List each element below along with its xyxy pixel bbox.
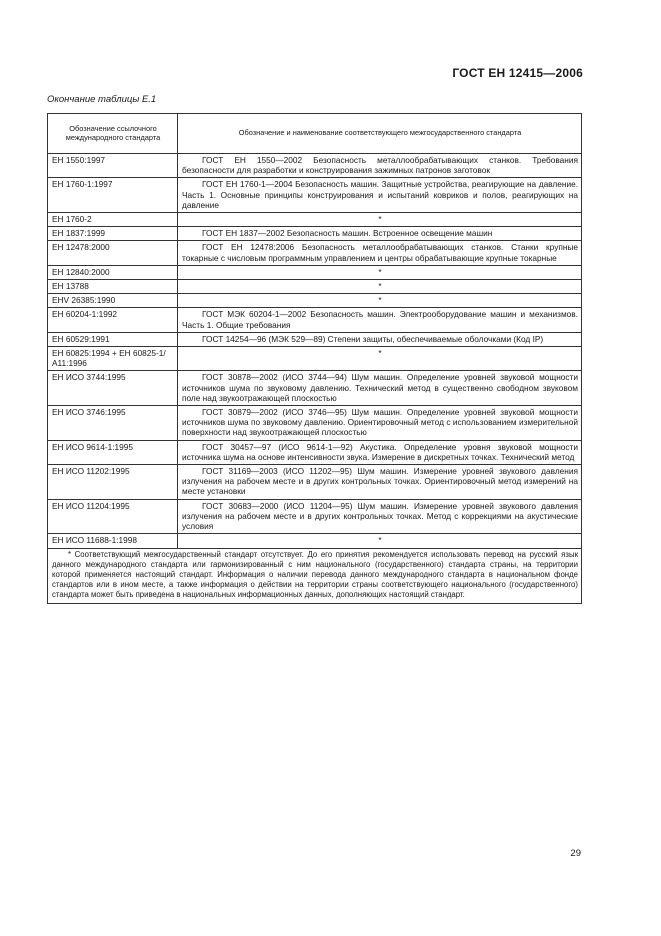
table-row <box>48 241 582 265</box>
table-row <box>48 308 582 332</box>
reference-cell: ЕН 1760-1:1997 <box>48 178 178 213</box>
table-row <box>48 371 582 406</box>
table-row <box>48 154 582 178</box>
table-row <box>48 332 582 346</box>
page-number: 29 <box>570 848 581 859</box>
table-row <box>48 213 582 227</box>
description-cell: ГОСТ ЕН 12478:2006 Безопасность металлообрабатывающих станков. Станки крупные токарные с числовым программным управлением и центры обрабатывающие крупные токарные <box>178 241 582 265</box>
description-cell: ГОСТ МЭК 60204-1—2002 Безопасность машин. Электрооборудование машин и механизмов. Часть 1. Общие требования <box>178 308 582 332</box>
table-row <box>48 265 582 279</box>
description-cell: ГОСТ 30878—2002 (ИСО 3744—94) Шум машин. Определение уровней звуковой мощности источников шума по звуковому давлению. Технический метод в существенно свободном звуковом поле над звукоотражающей плоскостью <box>178 371 582 406</box>
reference-standards-table <box>47 113 582 604</box>
table-header-row <box>48 114 582 154</box>
description-cell: ГОСТ 14254—96 (МЭК 529—89) Степени защиты, обеспечиваемые оболочками (Код IP) <box>178 332 582 346</box>
table-body <box>48 154 582 604</box>
column-header-interstate: Обозначение и наименование соответствующего межгосударственного стандарта <box>178 114 582 154</box>
reference-cell: ЕН ИСО 11202:1995 <box>48 465 178 500</box>
description-cell: ГОСТ 30683—2000 (ИСО 11204—95) Шум машин. Измерение уровней звукового давления излучения на рабочем месте и в других контрольных точках. Метод с коррекциями на акустические условия <box>178 499 582 534</box>
description-cell: ГОСТ 30457—97 (ИСО 9614-1—92) Акустика. Определение уровня звуковой мощности источника шума на основе интенсивности звука. Измерение в дискретных точках. Технический метод <box>178 440 582 464</box>
description-cell: * <box>178 347 582 371</box>
table-row <box>48 280 582 294</box>
reference-cell: ЕН 1760-2 <box>48 213 178 227</box>
description-cell: ГОСТ ЕН 1760-1—2004 Безопасность машин. Защитные устройства, реагирующие на давление. Часть 1. Основные принципы конструирования и испытаний ковриков и полов, реагирующих на давление <box>178 178 582 213</box>
reference-cell: ЕН 1837:1999 <box>48 227 178 241</box>
reference-cell: ЕН 60529:1991 <box>48 332 178 346</box>
table-row <box>48 406 582 441</box>
reference-cell: ЕН 60204-1:1992 <box>48 308 178 332</box>
reference-cell: ЕН ИСО 3744:1995 <box>48 371 178 406</box>
reference-cell: ЕН 13788 <box>48 280 178 294</box>
document-title: ГОСТ ЕН 12415—2006 <box>452 66 583 80</box>
reference-cell: ЕН ИСО 9614-1:1995 <box>48 440 178 464</box>
table-row <box>48 347 582 371</box>
table-row <box>48 178 582 213</box>
reference-cell: ЕН 60825:1994 + ЕН 60825-1/А11:1996 <box>48 347 178 371</box>
description-cell: * <box>178 265 582 279</box>
description-cell: * <box>178 280 582 294</box>
description-cell: ГОСТ ЕН 1837—2002 Безопасность машин. Встроенное освещение машин <box>178 227 582 241</box>
description-cell: ГОСТ 30879—2002 (ИСО 3746—95) Шум машин. Определение уровней звуковой мощности источников шума по звуковому давлению. Ориентировочный метод с использованием измерительной поверхности над звукоотражающей плоскостью <box>178 406 582 441</box>
description-cell: ГОСТ ЕН 1550—2002 Безопасность металлообрабатывающих станков. Требования безопасности для разработки и конструирования зажимных патронов заготовок <box>178 154 582 178</box>
reference-cell: ЕН ИСО 11688-1:1998 <box>48 534 178 548</box>
table-row <box>48 440 582 464</box>
table-row <box>48 534 582 548</box>
description-cell: * <box>178 534 582 548</box>
description-cell: ГОСТ 31169—2003 (ИСО 11202—95) Шум машин. Измерение уровней звукового давления излучения на рабочем месте и в других контрольных точках. Ориентировочный метод измерений на месте установки <box>178 465 582 500</box>
table-row <box>48 227 582 241</box>
reference-cell: ЕНV 26385:1990 <box>48 294 178 308</box>
table-row <box>48 465 582 500</box>
reference-cell: ЕН ИСО 11204:1995 <box>48 499 178 534</box>
table-row <box>48 499 582 534</box>
reference-cell: ЕН 12840:2000 <box>48 265 178 279</box>
table-caption: Окончание таблицы Е.1 <box>47 94 157 105</box>
reference-cell: ЕН ИСО 3746:1995 <box>48 406 178 441</box>
column-header-reference: Обозначение ссылочного международного стандарта <box>48 114 178 154</box>
reference-cell: ЕН 1550:1997 <box>48 154 178 178</box>
description-cell: * <box>178 213 582 227</box>
table-row <box>48 294 582 308</box>
footnote-row <box>48 548 582 603</box>
description-cell: * <box>178 294 582 308</box>
table-footnote: * Соответствующий межгосударственный стандарт отсутствует. До его принятия рекомендуется использовать перевод на русский язык данного международного стандарта или гармонизированный с ним национального (государственного) стандарта страны, на территории которой применяется настоящий стандарт. Информация о наличии перевода данного международного стандарта в национальном фонде стандартов или в ином месте, а также информация о действии на территории страны соответствующего национального (государственного) стандарта может быть приведена в национальных информационных данных, дополняющих настоящий стандарт. <box>48 548 582 603</box>
reference-cell: ЕН 12478:2000 <box>48 241 178 265</box>
